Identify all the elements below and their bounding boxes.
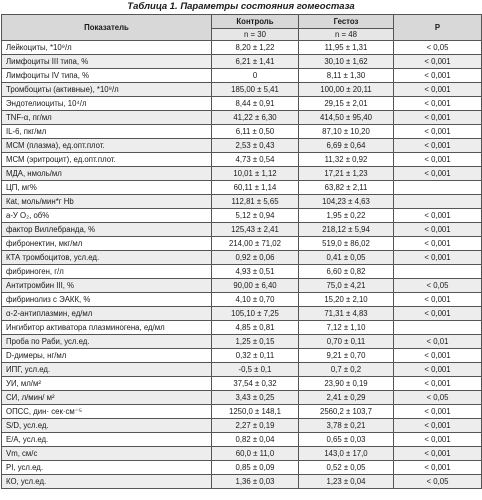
cell-control: 10,01 ± 1,12 (212, 167, 299, 181)
table-row (2, 69, 482, 83)
cell-p-value: < 0,001 (394, 293, 482, 307)
cell-gestosis: 414,50 ± 95,40 (299, 111, 394, 125)
cell-control: 4,10 ± 0,70 (212, 293, 299, 307)
cell-gestosis: 2,41 ± 0,29 (299, 391, 394, 405)
cell-gestosis: 17,21 ± 1,23 (299, 167, 394, 181)
table-row (2, 335, 482, 349)
table-row (2, 447, 482, 461)
cell-control: 41,22 ± 6,30 (212, 111, 299, 125)
cell-control: 60,0 ± 11,0 (212, 447, 299, 461)
cell-gestosis: 30,10 ± 1,62 (299, 55, 394, 69)
table-caption: Таблица 1. Параметры состояния гомеостаза (127, 1, 355, 12)
cell-p-value: < 0,001 (394, 307, 482, 321)
cell-gestosis: 0,41 ± 0,05 (299, 251, 394, 265)
cell-parameter: МДА, нмоль/мл (2, 167, 212, 181)
cell-p-value: < 0,001 (394, 97, 482, 111)
table-row (2, 405, 482, 419)
table-row (2, 391, 482, 405)
cell-p-value: < 0,001 (394, 237, 482, 251)
header-row (2, 15, 482, 29)
cell-p-value: < 0,001 (394, 433, 482, 447)
cell-parameter: Тромбоциты (активные), *10⁹/л (2, 83, 212, 97)
cell-p-value: < 0,001 (394, 349, 482, 363)
cell-p-value: < 0,001 (394, 447, 482, 461)
cell-gestosis: 3,78 ± 0,21 (299, 419, 394, 433)
cell-parameter: PI, усл.ед. (2, 461, 212, 475)
cell-gestosis: 63,82 ± 2,11 (299, 181, 394, 195)
cell-parameter: Лимфоциты III типа, % (2, 55, 212, 69)
cell-gestosis: 11,95 ± 1,31 (299, 41, 394, 55)
table-row (2, 55, 482, 69)
cell-gestosis: 15,20 ± 2,10 (299, 293, 394, 307)
cell-parameter: ОПСС, дин· сек·см⁻⁵ (2, 405, 212, 419)
cell-parameter: α-2-антиплазмин, ед/мл (2, 307, 212, 321)
cell-parameter: УИ, мл/м² (2, 377, 212, 391)
cell-parameter: IL-6, пкг/мл (2, 125, 212, 139)
table-row (2, 111, 482, 125)
table-row (2, 293, 482, 307)
cell-gestosis: 100,00 ± 20,11 (299, 83, 394, 97)
cell-control: 1,25 ± 0,15 (212, 335, 299, 349)
cell-gestosis: 2560,2 ± 103,7 (299, 405, 394, 419)
cell-p-value: < 0,001 (394, 251, 482, 265)
cell-p-value: < 0,001 (394, 55, 482, 69)
cell-parameter: Кat, моль/мин*г Hb (2, 195, 212, 209)
cell-control: 90,00 ± 6,40 (212, 279, 299, 293)
cell-gestosis: 218,12 ± 5,94 (299, 223, 394, 237)
cell-p-value: < 0,001 (394, 461, 482, 475)
cell-gestosis: 6,60 ± 0,82 (299, 265, 394, 279)
cell-parameter: Антитромбин III, % (2, 279, 212, 293)
cell-p-value: < 0,05 (394, 279, 482, 293)
cell-control: 4,93 ± 0,51 (212, 265, 299, 279)
cell-gestosis: 9,21 ± 0,70 (299, 349, 394, 363)
cell-parameter: Vm, см/с (2, 447, 212, 461)
header-control: Контроль (212, 15, 299, 29)
cell-parameter: Ингибитор активатора плазминогена, ед/мл (2, 321, 212, 335)
header-gestosis-n: n = 48 (299, 29, 394, 41)
cell-parameter: D-димеры, нг/мл (2, 349, 212, 363)
cell-p-value: < 0,01 (394, 335, 482, 349)
cell-parameter: Лимфоциты IV типа, % (2, 69, 212, 83)
cell-p-value: < 0,001 (394, 209, 482, 223)
cell-p-value: < 0,001 (394, 363, 482, 377)
cell-p-value: < 0,001 (394, 377, 482, 391)
table-body (2, 41, 482, 489)
table-row (2, 377, 482, 391)
table-row (2, 475, 482, 489)
table-row (2, 419, 482, 433)
cell-gestosis: 11,32 ± 0,92 (299, 153, 394, 167)
cell-control: 4,73 ± 0,54 (212, 153, 299, 167)
cell-control: 1,36 ± 0,03 (212, 475, 299, 489)
table-row (2, 307, 482, 321)
cell-gestosis: 6,69 ± 0,64 (299, 139, 394, 153)
cell-control: 8,44 ± 0,91 (212, 97, 299, 111)
cell-gestosis: 0,52 ± 0,05 (299, 461, 394, 475)
table-row (2, 321, 482, 335)
cell-parameter: E/A, усл.ед. (2, 433, 212, 447)
cell-control: 60,11 ± 1,14 (212, 181, 299, 195)
table-row (2, 97, 482, 111)
header-gestosis: Гестоз (299, 15, 394, 29)
cell-p-value: < 0,001 (394, 419, 482, 433)
cell-p-value (394, 265, 482, 279)
cell-parameter: КО, усл.ед. (2, 475, 212, 489)
table-row (2, 461, 482, 475)
cell-gestosis: 104,23 ± 4,63 (299, 195, 394, 209)
table-row (2, 153, 482, 167)
cell-control: 105,10 ± 7,25 (212, 307, 299, 321)
cell-control: 1250,0 ± 148,1 (212, 405, 299, 419)
cell-p-value (394, 181, 482, 195)
cell-p-value: < 0,001 (394, 153, 482, 167)
cell-p-value (394, 195, 482, 209)
table-row (2, 265, 482, 279)
cell-p-value: < 0,05 (394, 41, 482, 55)
cell-gestosis: 71,31 ± 4,83 (299, 307, 394, 321)
table-row (2, 349, 482, 363)
cell-parameter: фибринолиз с ЭАКК, % (2, 293, 212, 307)
cell-p-value: < 0,001 (394, 111, 482, 125)
cell-gestosis: 0,65 ± 0,03 (299, 433, 394, 447)
cell-control: 125,43 ± 2,41 (212, 223, 299, 237)
cell-gestosis: 0,7 ± 0,2 (299, 363, 394, 377)
table-row (2, 251, 482, 265)
cell-gestosis: 143,0 ± 17,0 (299, 447, 394, 461)
homeostasis-table (1, 14, 482, 489)
cell-gestosis: 29,15 ± 2,01 (299, 97, 394, 111)
cell-parameter: Лейкоциты, *10⁹/л (2, 41, 212, 55)
table-row (2, 181, 482, 195)
cell-control: 2,53 ± 0,43 (212, 139, 299, 153)
cell-gestosis: 519,0 ± 86,02 (299, 237, 394, 251)
cell-p-value: < 0,001 (394, 167, 482, 181)
cell-p-value: < 0,001 (394, 223, 482, 237)
header-p: P (394, 15, 482, 41)
cell-parameter: фибронектин, мкг/мл (2, 237, 212, 251)
cell-parameter: ЦП, мг% (2, 181, 212, 195)
cell-gestosis: 23,90 ± 0,19 (299, 377, 394, 391)
cell-parameter: МСМ (плазма), ед.опт.плот. (2, 139, 212, 153)
cell-control: 5,12 ± 0,94 (212, 209, 299, 223)
cell-control: -0,5 ± 0,1 (212, 363, 299, 377)
cell-control: 8,20 ± 1,22 (212, 41, 299, 55)
cell-parameter: фибриноген, г/л (2, 265, 212, 279)
cell-p-value: < 0,001 (394, 139, 482, 153)
cell-parameter: МСМ (эритроцит), ед.опт.плот. (2, 153, 212, 167)
table-row (2, 363, 482, 377)
cell-control: 112,81 ± 5,65 (212, 195, 299, 209)
header-control-n: n = 30 (212, 29, 299, 41)
cell-control: 214,00 ± 71,02 (212, 237, 299, 251)
table-row (2, 41, 482, 55)
cell-parameter: TNF-α, пг/мл (2, 111, 212, 125)
cell-p-value: < 0,001 (394, 405, 482, 419)
cell-p-value: < 0,001 (394, 69, 482, 83)
cell-control: 37,54 ± 0,32 (212, 377, 299, 391)
cell-gestosis: 75,0 ± 4,21 (299, 279, 394, 293)
cell-control: 0,82 ± 0,04 (212, 433, 299, 447)
table-row (2, 223, 482, 237)
cell-gestosis: 7,12 ± 1,10 (299, 321, 394, 335)
cell-p-value: < 0,05 (394, 391, 482, 405)
cell-gestosis: 8,11 ± 1,30 (299, 69, 394, 83)
table-row (2, 167, 482, 181)
cell-control: 6,11 ± 0,50 (212, 125, 299, 139)
cell-control: 0,92 ± 0,06 (212, 251, 299, 265)
cell-parameter: S/D, усл.ед. (2, 419, 212, 433)
cell-parameter: Эндотелиоциты, 10⁴/л (2, 97, 212, 111)
cell-parameter: а-У О₂, об% (2, 209, 212, 223)
cell-control: 4,85 ± 0,81 (212, 321, 299, 335)
cell-parameter: фактор Виллебранда, % (2, 223, 212, 237)
cell-parameter: Проба по Раби, усл.ед. (2, 335, 212, 349)
cell-p-value: < 0,001 (394, 125, 482, 139)
cell-gestosis: 87,10 ± 10,20 (299, 125, 394, 139)
cell-parameter: КТА тромбоцитов, усл.ед. (2, 251, 212, 265)
cell-gestosis: 1,23 ± 0,04 (299, 475, 394, 489)
cell-control: 185,00 ± 5,41 (212, 83, 299, 97)
cell-control: 2,27 ± 0,19 (212, 419, 299, 433)
cell-p-value (394, 321, 482, 335)
header-param: Показатель (2, 15, 212, 41)
table-row (2, 83, 482, 97)
cell-gestosis: 0,70 ± 0,11 (299, 335, 394, 349)
cell-control: 0,32 ± 0,11 (212, 349, 299, 363)
table-row (2, 195, 482, 209)
cell-parameter: СИ, л/мин/ м² (2, 391, 212, 405)
cell-control: 0,85 ± 0,09 (212, 461, 299, 475)
table-row (2, 279, 482, 293)
cell-p-value: < 0,05 (394, 475, 482, 489)
cell-p-value: < 0,001 (394, 83, 482, 97)
table-row (2, 237, 482, 251)
cell-gestosis: 1,95 ± 0,22 (299, 209, 394, 223)
cell-parameter: ИПГ, усл.ед. (2, 363, 212, 377)
cell-control: 6,21 ± 1,41 (212, 55, 299, 69)
table-row (2, 433, 482, 447)
cell-control: 3,43 ± 0,25 (212, 391, 299, 405)
cell-control: 0 (212, 69, 299, 83)
table-row (2, 139, 482, 153)
table-row (2, 209, 482, 223)
table-row (2, 125, 482, 139)
